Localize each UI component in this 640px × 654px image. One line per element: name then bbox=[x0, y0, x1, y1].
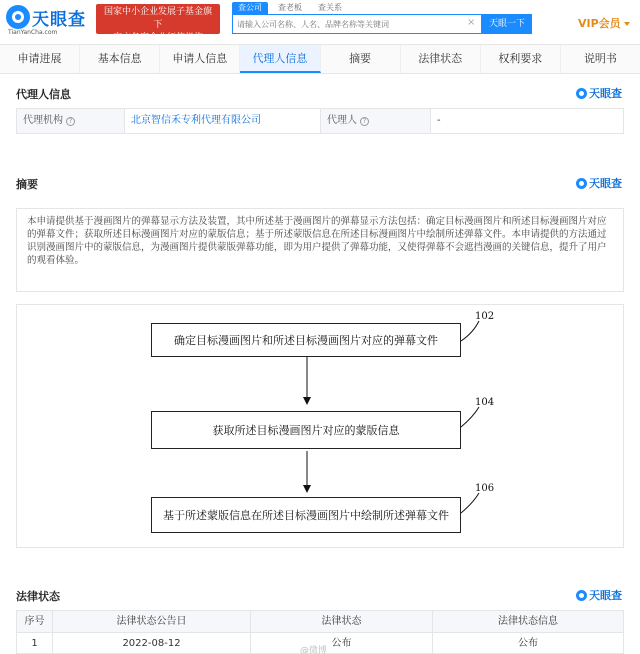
legal-section-brand: 天眼查 bbox=[576, 587, 622, 603]
agent-section-title: 代理人信息 bbox=[16, 88, 71, 101]
agent-section-brand: 天眼查 bbox=[576, 85, 622, 101]
search-input[interactable] bbox=[233, 15, 429, 33]
row-status-info: 公布 bbox=[518, 638, 538, 649]
clear-icon[interactable]: × bbox=[467, 17, 476, 28]
tianyancha-logo-icon bbox=[576, 178, 587, 189]
help-icon[interactable]: ? bbox=[360, 117, 369, 126]
logo-name: 天眼查 bbox=[32, 10, 86, 30]
tianyancha-logo-icon bbox=[576, 590, 587, 601]
abstract-section-title: 摘要 bbox=[16, 178, 38, 191]
chevron-down-icon bbox=[624, 22, 630, 26]
tab-agent-info[interactable]: 代理人信息 bbox=[240, 45, 320, 73]
banner-line-2: 官方备案企业征信机构 bbox=[112, 33, 203, 43]
tianyancha-logo-icon bbox=[576, 88, 587, 99]
row-index: 1 bbox=[17, 633, 53, 654]
tab-claims[interactable]: 权利要求 bbox=[481, 45, 561, 73]
tab-basic-info[interactable]: 基本信息 bbox=[80, 45, 160, 73]
tab-applicant-info[interactable]: 申请人信息 bbox=[160, 45, 240, 73]
search-box bbox=[232, 14, 482, 34]
patent-tabs bbox=[0, 44, 640, 74]
abstract-section-brand: 天眼查 bbox=[576, 175, 622, 191]
agent-table bbox=[16, 108, 624, 134]
search-tab-relation[interactable]: 查关系 bbox=[318, 3, 342, 12]
search-button[interactable]: 天眼一下 bbox=[482, 14, 532, 34]
vip-menu[interactable] bbox=[578, 15, 630, 31]
tab-abstract[interactable]: 摘要 bbox=[321, 45, 401, 73]
logo-eye-icon bbox=[6, 5, 30, 29]
leader-line-106 bbox=[461, 493, 479, 513]
agency-label: 代理机构 ? bbox=[17, 109, 125, 133]
tab-progress[interactable]: 申请进展 bbox=[0, 45, 80, 73]
help-icon[interactable]: ? bbox=[66, 117, 75, 126]
flow-step-3: 基于所述蒙版信息在所述目标漫画图片中绘制所述弹幕文件 bbox=[151, 497, 461, 533]
leader-line-102 bbox=[461, 321, 479, 341]
site-logo[interactable] bbox=[6, 3, 94, 37]
banner-line-1: 国家中小企业发展子基金旗下 bbox=[103, 7, 212, 30]
search-tab-boss[interactable]: 查老板 bbox=[278, 3, 302, 12]
col-header-status-info: 法律状态信息 bbox=[498, 616, 558, 627]
agent-value: - bbox=[437, 115, 441, 126]
abstract-figure bbox=[16, 304, 624, 548]
tab-description[interactable]: 说明书 bbox=[583, 52, 617, 65]
row-status: 公布 bbox=[251, 633, 433, 654]
flow-step-2: 获取所述目标漫画图片对应的蒙版信息 bbox=[151, 411, 461, 449]
flow-step-3-number: 106 bbox=[475, 483, 495, 494]
flow-step-1: 确定目标漫画图片和所述目标漫画图片对应的弹幕文件 bbox=[151, 323, 461, 357]
search-type-tabs bbox=[232, 2, 348, 14]
leader-line-104 bbox=[461, 407, 479, 427]
search-tab-company[interactable]: 查公司 bbox=[232, 2, 268, 14]
agent-label: 代理人 ? bbox=[321, 109, 431, 133]
watermark: @微博 bbox=[300, 646, 328, 654]
col-header-index: 序号 bbox=[17, 611, 53, 632]
vip-label: VIP会员 bbox=[578, 17, 621, 30]
row-date: 2022-08-12 bbox=[53, 633, 251, 654]
agency-value[interactable]: 北京智信禾专利代理有限公司 bbox=[125, 109, 321, 133]
table-header-row bbox=[17, 611, 623, 633]
legal-section-title: 法律状态 bbox=[16, 590, 60, 603]
flow-step-2-number: 104 bbox=[475, 397, 495, 408]
col-header-date: 法律状态公告日 bbox=[53, 611, 251, 632]
promo-banner[interactable] bbox=[96, 4, 220, 43]
tab-legal-status[interactable]: 法律状态 bbox=[401, 45, 481, 73]
abstract-text: 本申请提供基于漫画图片的弹幕显示方法及装置，其中所述基于漫画图片的弹幕显示方法包括：确定目标漫画图片和所述目标漫画图片对应的弹幕文件；获取所述目标漫画图片对应的蒙版信息；基于所述蒙版信息在所述目标漫画图片中绘制所述弹幕文件。本申请提供的方法通过识别漫画图片中的蒙版信息，为漫画图片提供蒙版弹幕功能，即为用户提供了弹幕功能，又使得弹幕不会遮挡漫画的关键信息，提升了用户的观看体验。 bbox=[16, 208, 624, 292]
flow-step-1-number: 102 bbox=[475, 311, 495, 322]
col-header-status: 法律状态 bbox=[251, 611, 433, 632]
logo-url: TianYanCha.com bbox=[8, 29, 58, 36]
top-header bbox=[0, 0, 640, 42]
